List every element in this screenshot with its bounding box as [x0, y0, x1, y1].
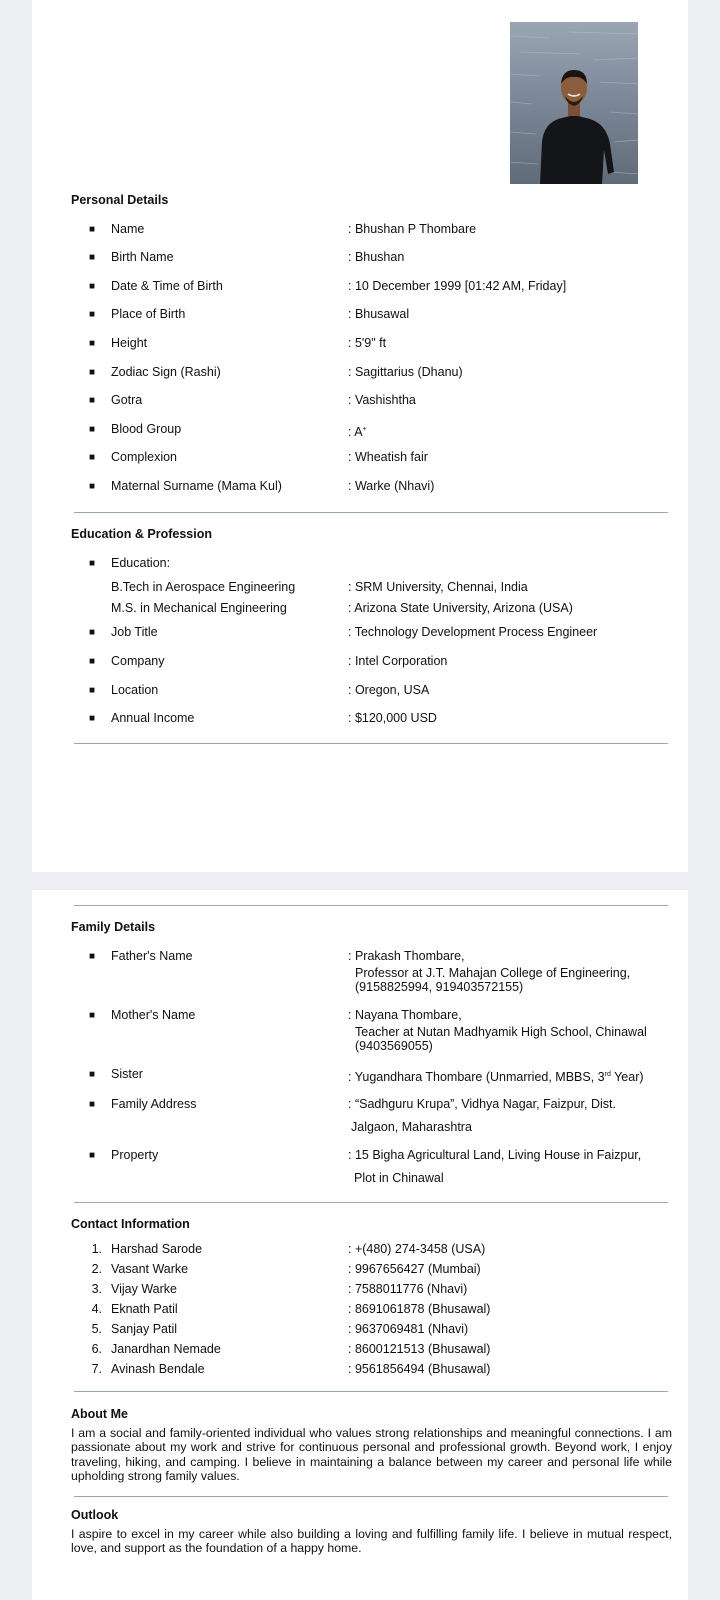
row-value-line: Teacher at Nutan Madhyamik High School, Chinawal — [355, 1025, 647, 1039]
sister-text: : Yugandhara Thombare (Unmarried, MBBS, 3 — [348, 1070, 605, 1085]
bullet-icon: ■ — [89, 951, 96, 962]
contact-name: Sanjay Patil — [111, 1322, 178, 1336]
row-value-line: Plot in Chinawal — [354, 1171, 444, 1185]
row-value-line: Jalgaon, Maharashtra — [351, 1120, 472, 1134]
row-label: Education: — [111, 556, 171, 570]
contact-phone: : 7588011776 (Nhavi) — [348, 1282, 468, 1296]
about-text: I am a social and family-oriented individual who values strong relationships and meaningful connections. I am passionate about my work and strive for continuous personal and professional growth. Beyond work, I enjoy traveling, hiking, and camping. I believe in maintaining a balance between my career and personal life while upholding strong family values. — [71, 1426, 672, 1484]
personal-details-heading: Personal Details — [71, 193, 169, 207]
divider — [74, 512, 668, 513]
bullet-icon: ■ — [89, 1069, 96, 1080]
document-page-1 — [32, 0, 688, 872]
row-value: : Intel Corporation — [348, 654, 448, 668]
document-page-2 — [32, 890, 688, 1600]
blood-group-text: : A — [348, 425, 363, 440]
row-value: : $120,000 USD — [348, 711, 437, 725]
degree-value: : Arizona State University, Arizona (USA) — [348, 601, 573, 615]
row-value: : Technology Development Process Engineer — [348, 625, 598, 639]
row-value: : Nayana Thombare, — [348, 1008, 462, 1022]
contact-name: Eknath Patil — [111, 1302, 178, 1316]
divider — [74, 1496, 668, 1497]
bullet-icon: ■ — [89, 656, 96, 667]
bullet-icon: ■ — [89, 338, 96, 349]
bullet-icon: ■ — [89, 685, 96, 696]
row-label: Sister — [111, 1067, 143, 1081]
row-label: Birth Name — [111, 250, 174, 264]
row-label: Property — [111, 1148, 159, 1162]
contact-number: 2. — [91, 1262, 102, 1276]
bullet-icon: ■ — [89, 713, 96, 724]
contact-number: 4. — [91, 1302, 102, 1316]
sister-text-end: Year) — [610, 1070, 644, 1085]
contact-name: Harshad Sarode — [111, 1242, 203, 1256]
contact-name: Janardhan Nemade — [111, 1342, 221, 1356]
row-label: Location — [111, 683, 159, 697]
row-value: : Oregon, USA — [348, 683, 430, 697]
row-label: Mother's Name — [111, 1008, 196, 1022]
contact-phone: : +(480) 274-3458 (USA) — [348, 1242, 486, 1256]
row-value: : Wheatish fair — [348, 450, 428, 464]
about-heading: About Me — [71, 1407, 128, 1421]
bullet-icon: ■ — [89, 367, 96, 378]
blood-group-sup: + — [362, 426, 367, 433]
bullet-icon: ■ — [89, 481, 96, 492]
bullet-icon: ■ — [89, 252, 96, 263]
row-label: Height — [111, 336, 148, 350]
bullet-icon: ■ — [89, 1010, 96, 1021]
education-heading: Education & Profession — [71, 527, 212, 541]
row-label: Zodiac Sign (Rashi) — [111, 365, 221, 379]
divider — [74, 743, 668, 744]
contact-number: 3. — [91, 1282, 102, 1296]
row-value: : Bhushan P Thombare — [348, 222, 477, 236]
contact-phone: : 8600121513 (Bhusawal) — [348, 1342, 491, 1356]
contact-number: 5. — [91, 1322, 102, 1336]
divider — [74, 1202, 668, 1203]
row-value-line: (9158825994, 919403572155) — [355, 980, 524, 994]
outlook-heading: Outlook — [71, 1508, 119, 1522]
row-label: Company — [111, 654, 165, 668]
row-value-line: Professor at J.T. Mahajan College of Engineering, — [355, 966, 631, 980]
row-value: : Warke (Nhavi) — [348, 479, 435, 493]
row-value: : Prakash Thombare, — [348, 949, 465, 963]
contact-phone: : 9967656427 (Mumbai) — [348, 1262, 481, 1276]
row-label: Blood Group — [111, 422, 182, 436]
row-label: Annual Income — [111, 711, 195, 725]
bullet-icon: ■ — [89, 452, 96, 463]
bullet-icon: ■ — [89, 627, 96, 638]
row-value: : 10 December 1999 [01:42 AM, Friday] — [348, 279, 567, 293]
bullet-icon: ■ — [89, 1150, 96, 1161]
row-label: Name — [111, 222, 145, 236]
row-value: : 5'9" ft — [348, 336, 387, 350]
outlook-text: I aspire to excel in my career while also building a loving and fulfilling family life. I believe in mutual respect, love, and support as the foundation of a happy home. — [71, 1527, 672, 1556]
degree-label: M.S. in Mechanical Engineering — [111, 601, 287, 615]
family-heading: Family Details — [71, 920, 156, 934]
contact-heading: Contact Information — [71, 1217, 190, 1231]
profile-photo — [510, 22, 638, 184]
divider — [74, 905, 668, 906]
contact-number: 1. — [91, 1242, 102, 1256]
bullet-icon: ■ — [89, 395, 96, 406]
contact-phone: : 9561856494 (Bhusawal) — [348, 1362, 491, 1376]
bullet-icon: ■ — [89, 309, 96, 320]
row-value — [348, 1066, 678, 1086]
row-label: Family Address — [111, 1097, 197, 1111]
contact-number: 7. — [91, 1362, 102, 1376]
contact-name: Avinash Bendale — [111, 1362, 205, 1376]
row-value: : Bhushan — [348, 250, 405, 264]
degree-label: B.Tech in Aerospace Engineering — [111, 580, 296, 594]
contact-name: Vijay Warke — [111, 1282, 177, 1296]
row-label: Place of Birth — [111, 307, 186, 321]
bullet-icon: ■ — [89, 224, 96, 235]
row-value: : Sagittarius (Dhanu) — [348, 365, 463, 379]
sister-sup: rd — [604, 1071, 611, 1078]
row-value: : Vashishtha — [348, 393, 416, 407]
contact-name: Vasant Warke — [111, 1262, 189, 1276]
bullet-icon: ■ — [89, 281, 96, 292]
divider — [74, 1391, 668, 1392]
row-value: : “Sadhguru Krupa”, Vidhya Nagar, Faizpur, Dist. — [348, 1097, 616, 1111]
row-label: Maternal Surname (Mama Kul) — [111, 479, 282, 493]
row-label: Complexion — [111, 450, 178, 464]
row-label: Job Title — [111, 625, 158, 639]
bullet-icon: ■ — [89, 558, 96, 569]
contact-phone: : 9637069481 (Nhavi) — [348, 1322, 469, 1336]
contact-phone: : 8691061878 (Bhusawal) — [348, 1302, 491, 1316]
row-label: Gotra — [111, 393, 143, 407]
row-label: Father's Name — [111, 949, 193, 963]
contact-number: 6. — [91, 1342, 102, 1356]
bullet-icon: ■ — [89, 424, 96, 435]
row-label: Date & Time of Birth — [111, 279, 223, 293]
row-value: : Bhusawal — [348, 307, 410, 321]
row-value: : 15 Bigha Agricultural Land, Living House in Faizpur, — [348, 1148, 642, 1162]
row-value-line: (9403569055) — [355, 1039, 433, 1053]
row-value — [348, 421, 678, 441]
degree-value: : SRM University, Chennai, India — [348, 580, 528, 594]
bullet-icon: ■ — [89, 1099, 96, 1110]
